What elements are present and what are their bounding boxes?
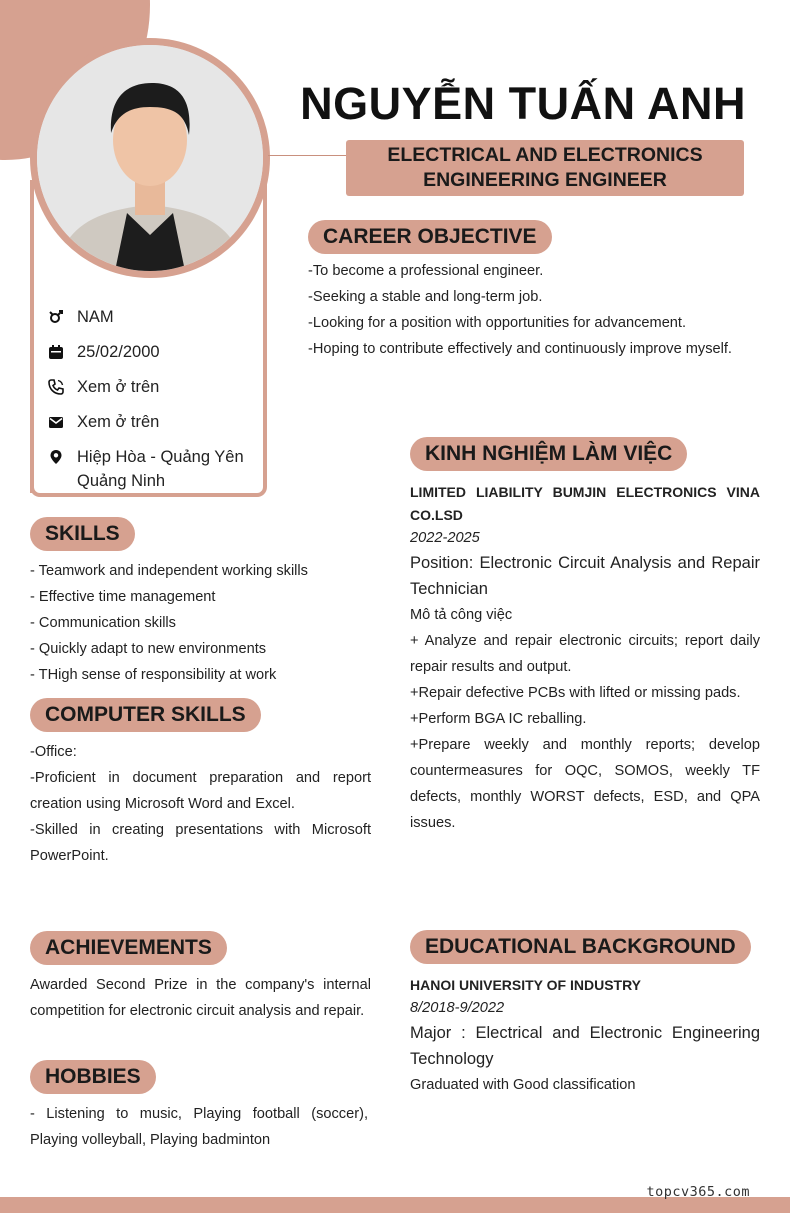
job-title-box bbox=[346, 140, 744, 196]
career-objective-line: -Seeking a stable and long-term job. bbox=[308, 289, 543, 305]
info-email bbox=[48, 410, 258, 434]
career-objective-body bbox=[308, 258, 768, 362]
education-major: Major : Electrical and Electronic Engineering Technology bbox=[410, 1024, 760, 1068]
achievements-heading: ACHIEVEMENTS bbox=[30, 931, 227, 965]
job-title-line-2: ENGINEERING ENGINEER bbox=[423, 169, 667, 191]
hobbies-heading: HOBBIES bbox=[30, 1060, 156, 1094]
hobbies-text: - Listening to music, Playing football (soccer), Playing volleyball, Playing badminton bbox=[30, 1106, 368, 1148]
email-icon bbox=[48, 414, 64, 430]
computer-skill-item: -Skilled in creating presentations with Microsoft PowerPoint. bbox=[30, 822, 371, 864]
title-connector-line bbox=[268, 155, 348, 156]
computer-skill-item: -Proficient in document preparation and report creation using Microsoft Word and Excel. bbox=[30, 770, 371, 812]
experience-duty: +Perform BGA IC reballing. bbox=[410, 711, 587, 727]
info-birthday bbox=[48, 340, 258, 364]
computer-skills-body bbox=[30, 739, 371, 869]
education-heading: EDUCATIONAL BACKGROUND bbox=[410, 930, 751, 964]
gender-icon bbox=[48, 309, 64, 325]
skills-heading: SKILLS bbox=[30, 517, 135, 551]
experience-entry bbox=[410, 481, 760, 836]
location-pin-icon bbox=[48, 449, 64, 465]
skill-item: - Communication skills bbox=[30, 615, 176, 631]
hobbies-body bbox=[30, 1101, 368, 1153]
calendar-icon bbox=[48, 344, 64, 360]
experience-company: LIMITED LIABILITY BUMJIN ELECTRONICS VINA CO.LSD bbox=[410, 484, 760, 523]
info-phone bbox=[48, 375, 258, 399]
education-period: 8/2018-9/2022 bbox=[410, 1000, 505, 1016]
skill-item: - Quickly adapt to new environments bbox=[30, 641, 267, 657]
experience-duty: +Prepare weekly and monthly reports; develop countermeasures for OQC, SOMOS, weekly TF defects, monthly WORST defects, ESD, and QPA issues. bbox=[410, 737, 760, 831]
watermark-text: topcv365.com bbox=[646, 1184, 750, 1200]
computer-skills-heading: COMPUTER SKILLS bbox=[30, 698, 261, 732]
address-line-1: Hiệp Hòa - Quảng Yên bbox=[77, 448, 244, 466]
info-gender bbox=[48, 305, 258, 329]
birthday-text: 25/02/2000 bbox=[77, 343, 160, 361]
computer-skill-item: -Office: bbox=[30, 744, 77, 760]
education-classification: Graduated with Good classification bbox=[410, 1077, 636, 1093]
candidate-name: NGUYỄN TUẤN ANH bbox=[300, 78, 746, 129]
experience-period: 2022-2025 bbox=[410, 530, 480, 546]
avatar-portrait-icon bbox=[37, 45, 263, 271]
education-school: HANOI UNIVERSITY OF INDUSTRY bbox=[410, 977, 642, 993]
job-title-line-1: ELECTRICAL AND ELECTRONICS bbox=[387, 144, 703, 166]
phone-icon bbox=[48, 379, 64, 395]
address-text bbox=[77, 445, 244, 493]
experience-duty: + Analyze and repair electronic circuits; report daily repair results and output. bbox=[410, 633, 760, 675]
experience-position: Position: Electronic Circuit Analysis and Repair Technician bbox=[410, 554, 760, 598]
career-objective-line: -Hoping to contribute effectively and continuously improve myself. bbox=[308, 341, 732, 357]
achievements-body bbox=[30, 972, 371, 1024]
career-objective-line: -To become a professional engineer. bbox=[308, 263, 544, 279]
info-address bbox=[48, 445, 258, 493]
achievement-text: Awarded Second Prize in the company's internal competition for electronic circuit analysis and repair. bbox=[30, 977, 371, 1019]
avatar bbox=[37, 45, 263, 271]
personal-info-list bbox=[48, 305, 258, 504]
experience-desc-label: Mô tả công việc bbox=[410, 607, 513, 623]
email-text: Xem ở trên bbox=[77, 413, 160, 431]
skill-item: - Teamwork and independent working skills bbox=[30, 563, 308, 579]
experience-heading: KINH NGHIỆM LÀM VIỆC bbox=[410, 437, 687, 471]
skills-body bbox=[30, 558, 375, 688]
education-entry bbox=[410, 974, 760, 1098]
phone-text: Xem ở trên bbox=[77, 378, 160, 396]
career-objective-heading: CAREER OBJECTIVE bbox=[308, 220, 552, 254]
career-objective-line: -Looking for a position with opportunities for advancement. bbox=[308, 315, 687, 331]
gender-text: NAM bbox=[77, 308, 114, 326]
skill-item: - Effective time management bbox=[30, 589, 216, 605]
experience-duty: +Repair defective PCBs with lifted or missing pads. bbox=[410, 685, 741, 701]
skill-item: - THigh sense of responsibility at work bbox=[30, 667, 277, 683]
address-line-2: Quảng Ninh bbox=[77, 472, 166, 490]
